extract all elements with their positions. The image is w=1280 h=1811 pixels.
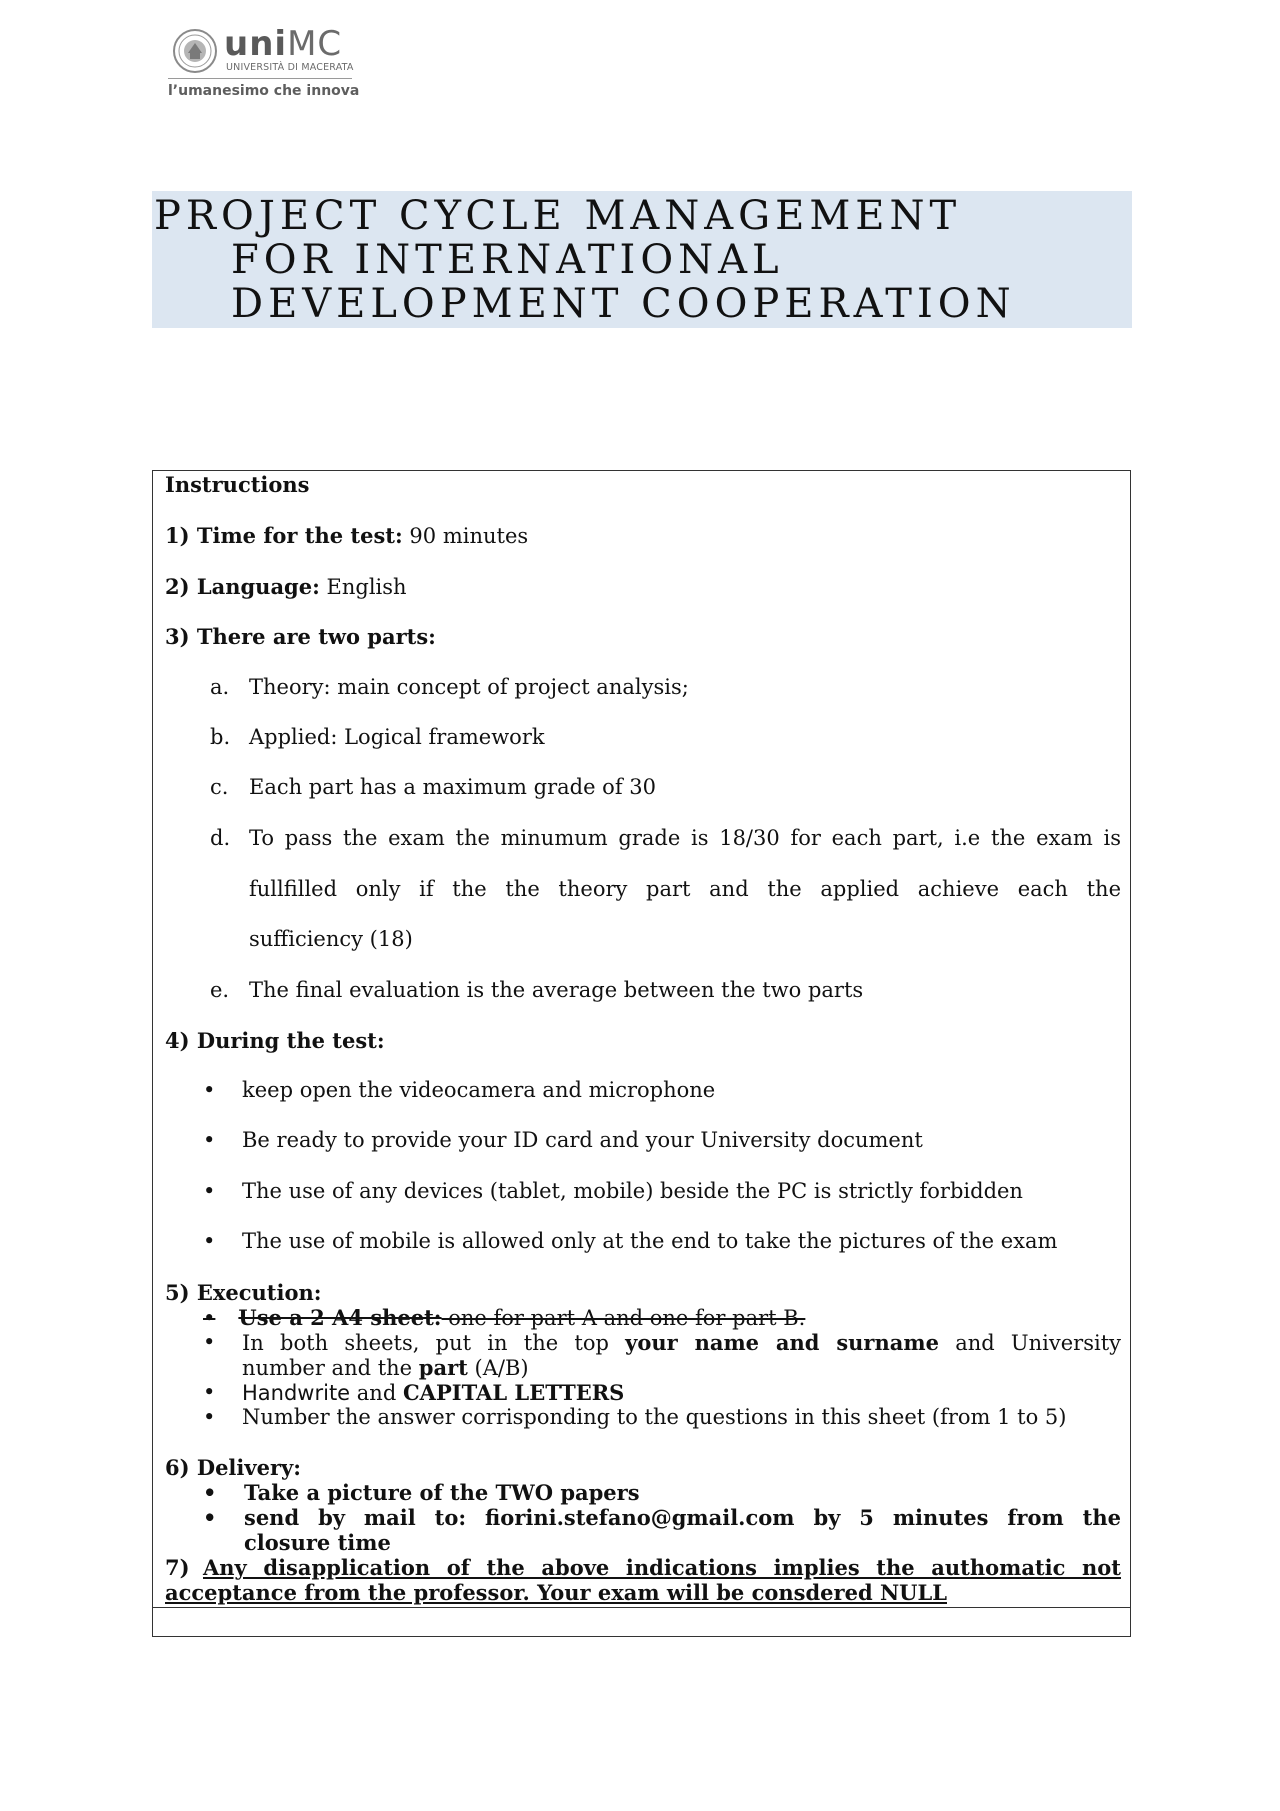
list-item: Handwrite and CAPITAL LETTERS [242, 1380, 625, 1405]
logo-tagline: l’umanesimo che innova [168, 83, 360, 99]
bullet-icon: • [203, 1380, 216, 1404]
table-divider [153, 1607, 1130, 1608]
list-item: The final evaluation is the average between the two parts [249, 978, 864, 1002]
logo-wordmark: uniMC [224, 24, 343, 64]
bullet-icon: • [203, 1330, 216, 1354]
warning-text-continued: acceptance from the professor. Your exam will be consdered NULL [165, 1580, 947, 1605]
list-item-continued: number and the part (A/B) [242, 1355, 529, 1380]
title-line-3: DEVELOPMENT COOPERATION [231, 281, 1016, 327]
language: 2) Language: English [165, 574, 407, 599]
title-line-2: FOR INTERNATIONAL [231, 237, 784, 283]
document-title [152, 191, 1132, 328]
logo-university-name: UNIVERSITÀ DI MACERATA [226, 62, 354, 73]
list-item: The use of mobile is allowed only at the end to take the pictures of the exam [242, 1229, 1058, 1253]
during-test-heading: 4) During the test: [165, 1028, 385, 1053]
list-item: The use of any devices (tablet, mobile) beside the PC is strictly forbidden [242, 1179, 1023, 1203]
warning-number: 7) [165, 1555, 190, 1580]
list-marker: d. [210, 826, 231, 850]
list-item: Theory: main concept of project analysis; [249, 675, 689, 699]
list-item-continued: fullfilled only if the the theory part and the applied achieve each the [249, 877, 1121, 901]
bullet-icon: • [203, 1405, 216, 1429]
list-item: Applied: Logical framework [249, 725, 545, 749]
list-marker: c. [210, 775, 229, 799]
bullet-icon: • [203, 1229, 216, 1253]
list-item: Be ready to provide your ID card and your University document [242, 1128, 923, 1152]
execution-heading: 5) Execution: [165, 1280, 322, 1305]
list-item: send by mail to: fiorini.stefano@gmail.com by 5 minutes from the [244, 1505, 1121, 1530]
execution-item-struck: • Use a 2 A4 sheet: one for part A and one for part B. [203, 1305, 806, 1330]
list-marker: b. [210, 725, 231, 749]
university-seal-icon [172, 28, 218, 74]
list-item: Take a picture of the TWO papers [244, 1480, 640, 1505]
list-item: To pass the exam the minumum grade is 18/30 for each part, i.e the exam is [249, 826, 1121, 850]
instructions-heading: Instructions [165, 472, 310, 497]
delivery-heading: 6) Delivery: [165, 1455, 301, 1480]
time-for-test: 1) Time for the test: 90 minutes [165, 523, 529, 548]
parts-heading: 3) There are two parts: [165, 624, 436, 649]
logo-divider [168, 78, 352, 79]
list-item: Each part has a maximum grade of 30 [249, 775, 656, 799]
warning-text: Any disapplication of the above indications implies the authomatic not [203, 1555, 1121, 1580]
bullet-icon: • [203, 1480, 217, 1505]
list-item-continued: sufficiency (18) [249, 927, 413, 951]
bullet-icon: • [203, 1078, 216, 1102]
bullet-icon: • [203, 1128, 216, 1152]
bullet-icon: • [203, 1505, 217, 1530]
list-item: In both sheets, put in the top your name and surname and University [242, 1330, 1121, 1355]
list-marker: a. [210, 675, 230, 699]
list-marker: e. [210, 978, 230, 1002]
list-item: Number the answer corrisponding to the questions in this sheet (from 1 to 5) [242, 1405, 1067, 1429]
bullet-icon: • [203, 1179, 216, 1203]
title-line-1: PROJECT CYCLE MANAGEMENT [154, 193, 962, 239]
list-item-continued: closure time [244, 1530, 391, 1555]
list-item: keep open the videocamera and microphone [242, 1078, 716, 1102]
university-logo [168, 24, 368, 104]
